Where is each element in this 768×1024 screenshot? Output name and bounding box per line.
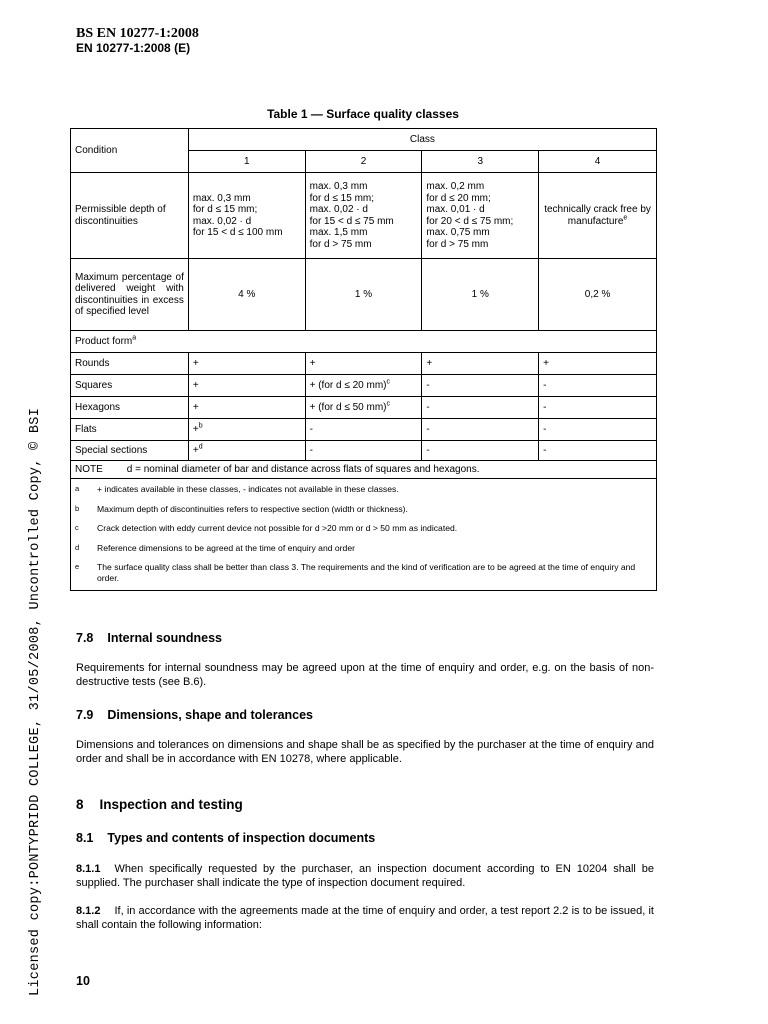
- depth-c2-line: max. 0,3 mm: [309, 181, 368, 192]
- table-row: [71, 397, 657, 419]
- paragraph-text: If, in accordance with the agreements made at the time of enquiry and order, a test report 2.2 is to be issued, it shall contain the following information:: [76, 905, 654, 931]
- depth-c3-line: max. 0,01 · d: [426, 204, 485, 215]
- cell-value: +: [192, 423, 199, 435]
- footnote-text: Crack detection with eddy current device not possible for d >20 mm or d > 50 mm as indicated.: [97, 523, 458, 533]
- table-row: [71, 441, 657, 461]
- footnote-ref: c: [386, 378, 391, 386]
- table-row: [71, 375, 657, 397]
- paragraph-8-1-2: [76, 904, 654, 932]
- footnote-text: + indicates available in these classes, - indicates not available in these classes.: [97, 484, 399, 494]
- row-class-2: [305, 397, 422, 419]
- row-class-3: -: [422, 441, 539, 461]
- row-class-3: -: [422, 419, 539, 441]
- section-number: 8.1: [76, 831, 94, 845]
- row-class-2: [305, 353, 422, 375]
- product-form-row: [71, 331, 657, 353]
- percentage-class-1: 4 %: [188, 259, 305, 331]
- paragraph-8-1-1: [76, 862, 654, 890]
- class-number-2: 2: [305, 151, 422, 173]
- cell-value: + (for d ≤ 20 mm): [309, 379, 387, 391]
- standard-en-number: EN 10277-1:2008 (E): [76, 41, 191, 55]
- footnote-mark: e: [75, 562, 80, 571]
- section-8-heading: [76, 797, 243, 812]
- depth-c3-line: max. 0,75 mm: [426, 227, 490, 238]
- row-class-1: [188, 397, 305, 419]
- cell-value: -: [309, 444, 313, 456]
- depth-c2-line: max. 1,5 mm: [309, 227, 368, 238]
- footnote-mark: a: [75, 484, 80, 493]
- row-class-1: [188, 441, 305, 461]
- paragraph-number: 8.1.2: [76, 905, 101, 917]
- row-class-4: -: [539, 375, 657, 397]
- footnote-text: The surface quality class shall be better than class 3. The requirements and the kind of verification are to be agreed at the time of enquiry and order.: [97, 562, 636, 583]
- depth-class-4: [539, 173, 657, 259]
- note-text: d = nominal diameter of bar and distance across flats of squares and hexagons.: [126, 463, 480, 475]
- product-form-label: [71, 331, 657, 353]
- depth-c2-line: for 15 < d ≤ 75 mm: [309, 215, 394, 227]
- row-class-3: -: [422, 375, 539, 397]
- depth-c4-text: technically crack free by manufacture: [544, 204, 651, 227]
- class-number-3: 3: [422, 151, 539, 173]
- paragraph-text: When specifically requested by the purchaser, an inspection document according to EN 10204 shall be supplied. The purchaser shall indicate the type of inspection document required.: [76, 863, 654, 889]
- license-watermark: Licensed copy:PONTYPRIDD COLLEGE, 31/05/2008, Uncontrolled Copy, © BSI: [28, 407, 43, 996]
- table-row: [71, 419, 657, 441]
- percentage-class-2: 1 %: [305, 259, 422, 331]
- depth-c1-line: for d ≤ 15 mm;: [192, 204, 258, 215]
- row-class-1: [188, 375, 305, 397]
- footnote-mark: c: [75, 523, 79, 532]
- footnote: [75, 543, 652, 554]
- cell-value: +: [192, 401, 199, 413]
- product-form-text: Product form: [75, 335, 133, 347]
- depth-row: [71, 173, 657, 259]
- note-label: NOTE: [75, 463, 103, 475]
- section-number: 8: [76, 797, 84, 812]
- section-number: 7.9: [76, 708, 94, 722]
- footnote-text: Reference dimensions to be agreed at the time of enquiry and order: [97, 542, 355, 553]
- section-7-9-text: Dimensions and tolerances on dimensions and shape shall be as specified by the purchaser at the time of enquiry and order and shall be in accordance with EN 10278, where applicable.: [76, 739, 654, 765]
- standard-bs-number: BS EN 10277-1:2008: [76, 26, 199, 41]
- section-number: 7.8: [76, 631, 94, 645]
- page-number: 10: [76, 974, 90, 988]
- section-title: Dimensions, shape and tolerances: [107, 708, 314, 722]
- section-title: Internal soundness: [107, 631, 222, 645]
- footnote-ref-a: a: [132, 334, 137, 342]
- footnotes-cell: [71, 479, 657, 591]
- note-row: [71, 461, 657, 479]
- cell-value: -: [309, 423, 313, 435]
- row-label: Flats: [71, 419, 189, 441]
- depth-class-3: [422, 173, 539, 259]
- footnote: [75, 484, 652, 495]
- table-row: [71, 353, 657, 375]
- cell-value: +: [192, 357, 199, 369]
- depth-class-1: [188, 173, 305, 259]
- row-class-3: -: [422, 397, 539, 419]
- cell-value: +: [192, 444, 199, 456]
- row-class-4: +: [539, 353, 657, 375]
- row-class-1: [188, 353, 305, 375]
- depth-c1-line: for 15 < d ≤ 100 mm: [192, 227, 283, 238]
- cell-value: +: [309, 357, 316, 369]
- footnote: [75, 523, 652, 534]
- depth-c1-line: max. 0,02 · d: [192, 215, 252, 227]
- percentage-label: Maximum percentage of delivered weight with discontinuities in excess of specified level: [71, 259, 189, 331]
- paragraph-number: 8.1.1: [76, 863, 101, 875]
- section-7-9-heading: [76, 708, 313, 722]
- note-cell: [71, 461, 657, 479]
- percentage-class-3: 1 %: [422, 259, 539, 331]
- section-7-8-heading: [76, 631, 222, 645]
- depth-c1-line: max. 0,3 mm: [192, 192, 251, 204]
- footnote-text: Maximum depth of discontinuities refers to respective section (width or thickness).: [97, 503, 408, 514]
- row-class-2: [305, 441, 422, 461]
- row-class-3: +: [422, 353, 539, 375]
- depth-c3-line: for 20 < d ≤ 75 mm;: [426, 215, 514, 227]
- footnote-ref: c: [386, 400, 391, 408]
- row-label: Squares: [71, 375, 189, 397]
- depth-label: Permissible depth of discontinuities: [71, 173, 189, 259]
- footnote-ref-e: e: [623, 214, 628, 222]
- depth-c3-line: max. 0,2 mm: [426, 181, 485, 192]
- depth-c2-line: for d > 75 mm: [309, 238, 372, 250]
- class-number-4: 4: [539, 151, 657, 173]
- footnote: [75, 562, 652, 583]
- section-7-8-text: Requirements for internal soundness may be agreed upon at the time of enquiry and order, e.g. on the basis of non-destructive tests (see B.6).: [76, 662, 654, 688]
- depth-c2-line: for d ≤ 15 mm;: [309, 192, 375, 204]
- class-header: Class: [188, 129, 656, 151]
- cell-value: +: [192, 379, 199, 391]
- condition-header: Condition: [71, 129, 189, 173]
- table-title: Table 1 — Surface quality classes: [267, 107, 459, 121]
- row-class-4: -: [539, 419, 657, 441]
- depth-class-2: [305, 173, 422, 259]
- row-class-4: -: [539, 441, 657, 461]
- row-label: Special sections: [71, 441, 189, 461]
- row-class-4: -: [539, 397, 657, 419]
- cell-value: + (for d ≤ 50 mm): [309, 401, 387, 413]
- section-title: Types and contents of inspection documents: [107, 831, 376, 845]
- row-class-2: [305, 375, 422, 397]
- row-class-1: [188, 419, 305, 441]
- footnote-mark: d: [75, 542, 80, 552]
- footnote-mark: b: [75, 503, 80, 513]
- footnote-ref: b: [198, 422, 203, 430]
- footnotes-row: [71, 479, 657, 591]
- row-label: Rounds: [71, 353, 189, 375]
- footnote-ref: d: [198, 443, 203, 451]
- surface-quality-table: [70, 128, 657, 591]
- depth-c3-line: for d > 75 mm: [426, 238, 489, 250]
- depth-c3-line: for d ≤ 20 mm;: [426, 192, 491, 204]
- percentage-row: [71, 259, 657, 331]
- row-label: Hexagons: [71, 397, 189, 419]
- depth-c2-line: max. 0,02 · d: [309, 204, 368, 215]
- percentage-class-4: 0,2 %: [539, 259, 657, 331]
- row-class-2: [305, 419, 422, 441]
- section-8-1-heading: [76, 831, 375, 845]
- section-title: Inspection and testing: [99, 797, 243, 812]
- footnote: [75, 504, 652, 515]
- class-number-1: 1: [188, 151, 305, 173]
